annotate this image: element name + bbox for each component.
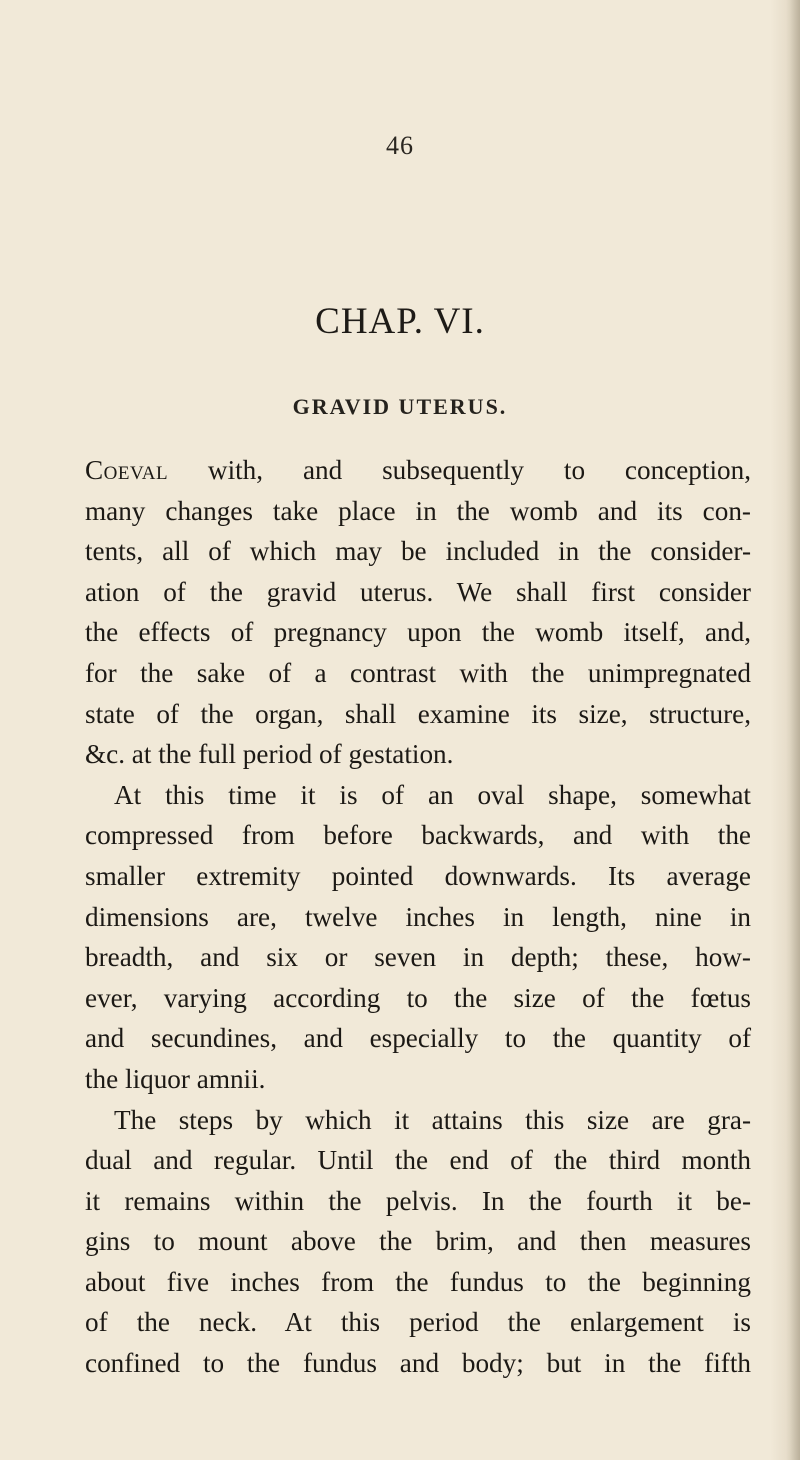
text-line: state of the organ, shall examine its size, structure, xyxy=(85,698,751,729)
section-heading: GRAVID UTERUS. xyxy=(292,394,508,419)
text-line: many changes take place in the womb and its con- xyxy=(85,495,751,526)
text-line: tents, all of which may be included in the consider- xyxy=(85,536,751,567)
text-line: At this time it is of an oval shape, somewhat xyxy=(114,779,751,810)
body-text xyxy=(85,450,751,1384)
text-line: gins to mount above the brim, and then measures xyxy=(85,1226,751,1257)
text-line: it remains within the pelvis. In the fourth it be- xyxy=(85,1185,751,1216)
text-line: of the neck. At this period the enlargement is xyxy=(85,1307,751,1338)
page-edge-shadow xyxy=(786,0,800,1460)
chapter-heading: CHAP. VI. xyxy=(315,301,485,342)
text-line: and secundines, and especially to the quantity of xyxy=(85,1023,751,1054)
text-line: ation of the gravid uterus. We shall first consider xyxy=(85,576,751,607)
text-line: compressed from before backwards, and with the xyxy=(85,820,751,851)
text-line: for the sake of a contrast with the unimpregnated xyxy=(85,657,751,688)
text-line: the liquor amnii. xyxy=(85,1063,266,1094)
text-line: ever, varying according to the size of the fœtus xyxy=(85,982,751,1013)
text-line: about five inches from the fundus to the beginning xyxy=(85,1266,751,1297)
text-line: smaller extremity pointed downwards. Its average xyxy=(85,860,751,891)
text-line: the effects of pregnancy upon the womb itself, and, xyxy=(85,617,751,648)
text-line: confined to the fundus and body; but in the fifth xyxy=(85,1348,751,1379)
text-line: dimensions are, twelve inches in length, nine in xyxy=(85,901,751,932)
text-line: dual and regular. Until the end of the third month xyxy=(85,1145,751,1176)
opening-word: Coeval xyxy=(85,455,169,485)
text-line: Coeval with, and subsequently to conception, xyxy=(85,455,751,485)
text-line: breadth, and six or seven in depth; these, how- xyxy=(85,942,751,973)
text-line: The steps by which it attains this size are gra- xyxy=(114,1104,751,1135)
page-number: 46 xyxy=(386,131,414,160)
text-line: &c. at the full period of gestation. xyxy=(85,739,454,770)
